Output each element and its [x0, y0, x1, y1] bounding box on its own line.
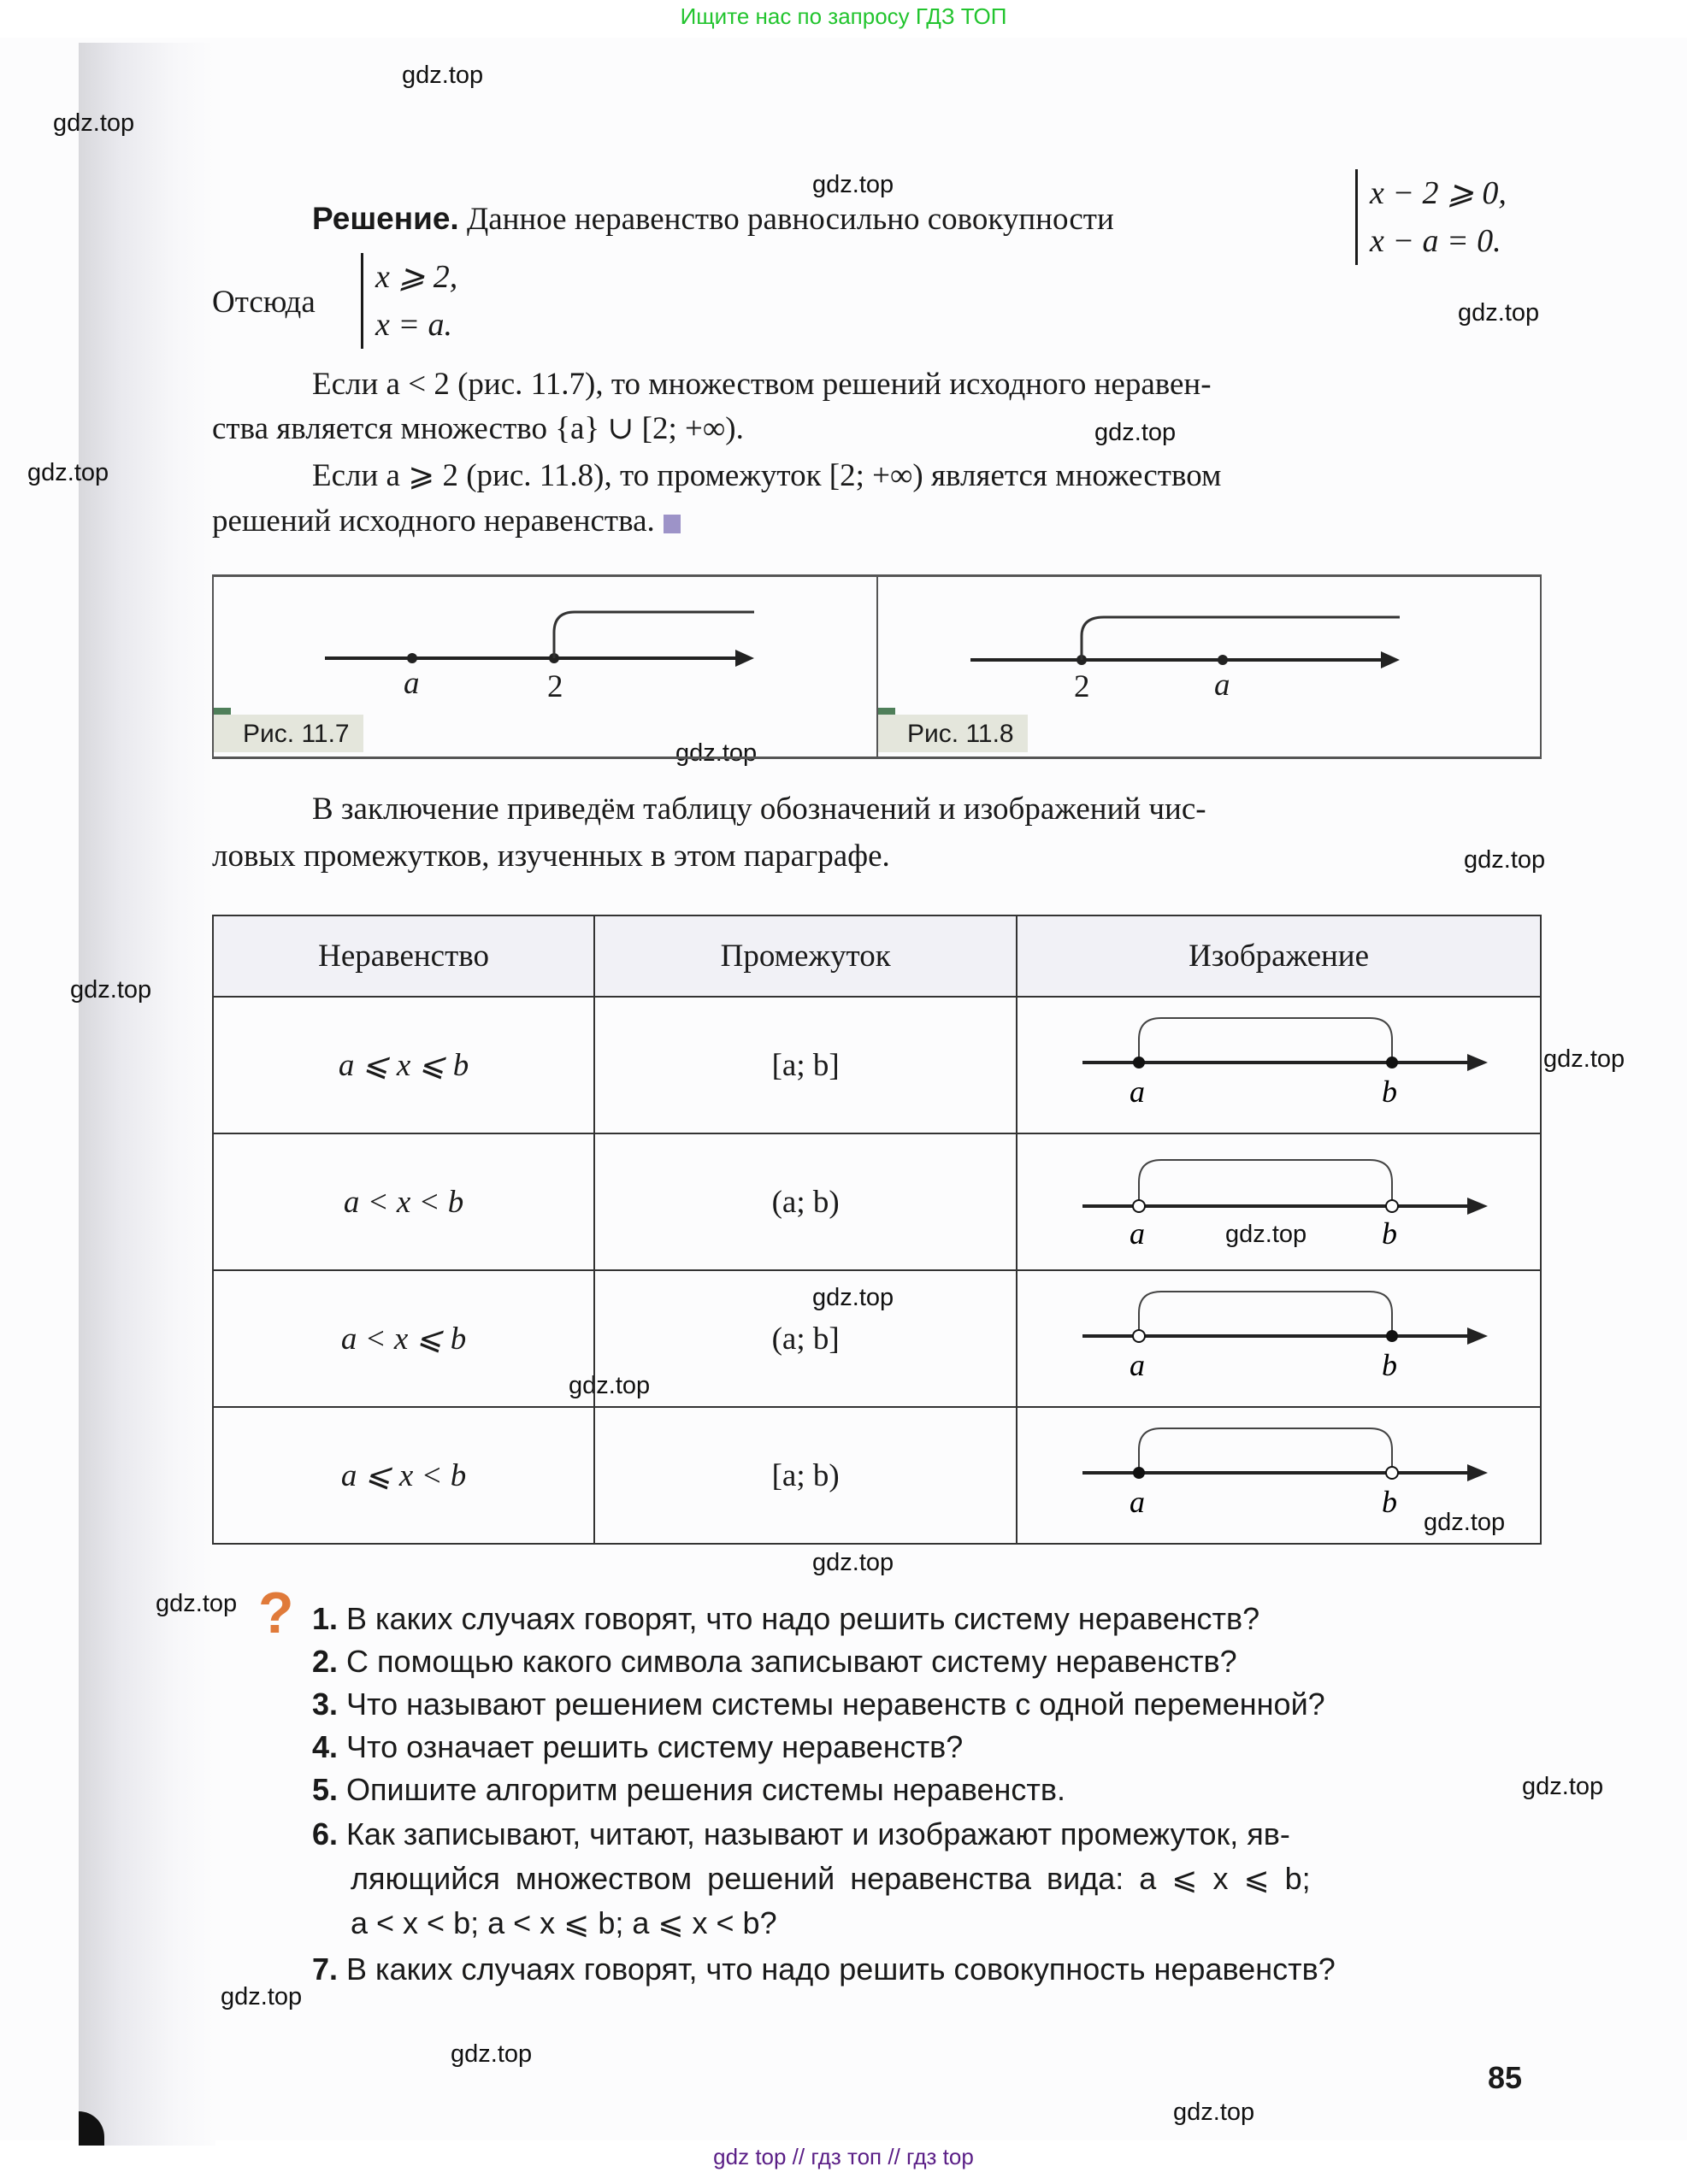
question-text: Как записывают, читают, называют и изображают промежуток, яв- — [346, 1816, 1290, 1851]
open-interval-number-line — [1040, 1138, 1519, 1257]
question-number: 6. — [312, 1816, 339, 1851]
book-spine-shadow — [79, 43, 215, 2146]
inequality-cell: a ⩽ x < b — [213, 1407, 594, 1544]
solution-label: Решение. — [312, 201, 459, 236]
solution-text: Данное неравенство равносильно совокупности — [466, 202, 1114, 237]
question-text: С помощью какого символа записывают систему неравенств? — [346, 1644, 1237, 1679]
question-item — [312, 1682, 1325, 1727]
intervals-table — [212, 915, 1542, 1545]
table-row — [213, 997, 1541, 1133]
watermark: gdz.top — [1424, 1509, 1506, 1536]
system-line: x = a. — [375, 307, 453, 343]
solution-line — [312, 200, 1114, 238]
question-item — [312, 1639, 1237, 1684]
point-label: a — [1214, 668, 1230, 703]
watermark: gdz.top — [1458, 299, 1540, 327]
watermark: gdz.top — [156, 1590, 238, 1617]
question-number: 3. — [312, 1687, 339, 1722]
watermark: gdz.top — [569, 1372, 651, 1399]
system-line: x ⩾ 2, — [375, 259, 458, 295]
watermark: gdz.top — [402, 62, 484, 89]
inequality-cell: a < x ⩽ b — [213, 1270, 594, 1407]
table-row — [213, 1133, 1541, 1270]
column-header: Промежуток — [594, 915, 1017, 997]
system-line: x − a = 0. — [1370, 223, 1501, 259]
watermark: gdz.top — [451, 2040, 533, 2068]
half-open-left-number-line — [1040, 1274, 1519, 1394]
question-text: Что означает решить систему неравенств? — [346, 1729, 964, 1764]
column-header: Изображение — [1017, 915, 1541, 997]
question-number: 2. — [312, 1644, 339, 1679]
search-banner: Ищите нас по запросу ГДЗ ТОП — [680, 3, 1007, 29]
question-number: 4. — [312, 1729, 339, 1764]
closed-interval-number-line — [1040, 1001, 1519, 1121]
question-number: 5. — [312, 1772, 339, 1807]
point-label: a — [1129, 1074, 1145, 1109]
question-item — [312, 1812, 1290, 1857]
watermark: gdz.top — [221, 1983, 303, 2010]
number-line-figure-11-7 — [316, 598, 761, 701]
question-item — [312, 1597, 1259, 1641]
end-of-proof-icon — [664, 515, 681, 533]
paragraph-line: ства является множество {a} ∪ [2; +∞). — [212, 411, 744, 446]
point-label: b — [1381, 1216, 1397, 1251]
table-row — [213, 1407, 1541, 1544]
question-item — [312, 1768, 1065, 1812]
question-number: 1. — [312, 1601, 339, 1636]
question-item — [312, 1947, 1336, 1992]
paragraph-text: решений исходного неравенства. — [212, 503, 655, 539]
watermark: gdz.top — [1464, 846, 1546, 874]
table-header-row — [213, 915, 1541, 997]
point-label: b — [1381, 1348, 1397, 1382]
question-text: Что называют решением системы неравенств с одной переменной? — [346, 1687, 1325, 1722]
watermark: gdz.top — [812, 1549, 894, 1576]
inequality-cell: a ⩽ x ⩽ b — [213, 997, 594, 1133]
watermark: gdz.top — [1094, 419, 1177, 446]
watermark: gdz.top — [812, 1284, 894, 1311]
watermark: gdz.top — [812, 171, 894, 198]
question-text: Опишите алгоритм решения системы неравенств. — [346, 1772, 1065, 1807]
point-label: a — [1129, 1485, 1145, 1519]
image-cell — [1017, 1133, 1541, 1270]
paragraph-line: В заключение приведём таблицу обозначений и изображений чис- — [312, 792, 1206, 827]
system-hence — [361, 253, 457, 349]
hence-label: Отсюда — [212, 285, 316, 320]
system-line: x − 2 ⩾ 0, — [1370, 175, 1507, 211]
watermark: gdz.top — [1173, 2099, 1255, 2126]
interval-cell: (a; b] — [594, 1270, 1017, 1407]
watermark: gdz.top — [27, 459, 109, 486]
paragraph-line: ловых промежутков, изученных в этом параграфе. — [212, 839, 890, 874]
point-label: a — [1129, 1348, 1145, 1382]
point-label: a — [404, 666, 420, 701]
watermark: gdz.top — [1543, 1045, 1625, 1073]
watermark: gdz.top — [53, 109, 135, 137]
footer-text: gdz top // гдз топ // гдз top — [713, 2144, 974, 2169]
question-item — [312, 1725, 963, 1769]
watermark: gdz.top — [1225, 1221, 1307, 1248]
point-label: b — [1381, 1485, 1397, 1519]
image-cell — [1017, 1270, 1541, 1407]
inequality-cell: a < x < b — [213, 1133, 594, 1270]
image-cell — [1017, 1407, 1541, 1544]
system-equivalent — [1355, 169, 1507, 265]
interval-cell: [a; b] — [594, 997, 1017, 1133]
point-label: b — [1381, 1074, 1397, 1109]
half-open-right-number-line — [1040, 1411, 1519, 1531]
image-cell — [1017, 997, 1541, 1133]
question-number: 7. — [312, 1951, 339, 1987]
question-mark-icon: ? — [258, 1581, 294, 1645]
column-header: Неравенство — [213, 915, 594, 997]
watermark: gdz.top — [675, 739, 758, 767]
page-number: 85 — [1488, 2060, 1523, 2095]
question-text: В каких случаях говорят, что надо решить совокупность неравенств? — [346, 1951, 1336, 1987]
paragraph-line — [212, 503, 681, 540]
table-row — [213, 1270, 1541, 1407]
watermark: gdz.top — [1522, 1773, 1604, 1800]
watermark: gdz.top — [70, 976, 152, 1004]
figure-caption: Рис. 11.8 — [878, 715, 1028, 752]
question-continuation: ляющийся множеством решений неравенства вида: a ⩽ x ⩽ b; — [351, 1861, 1311, 1896]
point-label: 2 — [1074, 669, 1090, 704]
question-text: В каких случаях говорят, что надо решить систему неравенств? — [346, 1601, 1260, 1636]
figure-caption: Рис. 11.7 — [214, 715, 363, 752]
point-label: a — [1129, 1216, 1145, 1251]
interval-cell: (a; b) — [594, 1133, 1017, 1270]
interval-cell: [a; b) — [594, 1407, 1017, 1544]
question-continuation: a < x < b; a < x ⩽ b; a ⩽ x < b? — [351, 1905, 777, 1940]
point-label: 2 — [547, 669, 563, 704]
paragraph-line: Если a ⩾ 2 (рис. 11.8), то промежуток [2; +∞) является множеством — [312, 458, 1222, 493]
number-line-figure-11-8 — [962, 598, 1407, 701]
paragraph-line: Если a < 2 (рис. 11.7), то множеством решений исходного неравен- — [312, 367, 1212, 402]
